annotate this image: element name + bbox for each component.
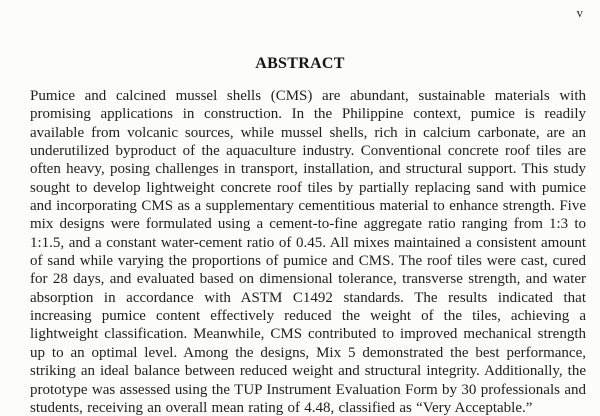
abstract-paragraph: Pumice and calcined mussel shells (CMS) are abundant, sustainable materials with promising applications in construction. In the Philippine context, pumice is readily available from volcanic sources, while mussel shells, rich in calcium carbonate, are an underutilized byproduct of the aquaculture industry. Conventional concrete roof tiles are often heavy, posing challenges in transport, installation, and structural support. This study sought to develop lightweight concrete roof tiles by partially replacing sand with pumice and incorporating CMS as a supplementary cementitious material to enhance strength. Five mix designs were formulated using a cement-to-fine aggregate ratio ranging from 1:3 to 1:1.5, and a constant water-cement ratio of 0.45. All mixes maintained a consistent amount of sand while varying the proportions of pumice and CMS. The roof tiles were cast, cured for 28 days, and evaluated based on dimensional tolerance, transverse strength, and water absorption in accordance with ASTM C1492 standards. The results indicated that increasing pumice content effectively reduced the weight of the tiles, achieving a lightweight classification. Meanwhile, CMS contributed to improved mechanical strength up to an optimal level. Among the designs, Mix 5 demonstrated the best performance, striking an ideal balance between reduced weight and structural integrity. Additionally, the prototype was assessed using the TUP Instrument Evaluation Form by 30 professionals and students, receiving an overall mean rating of 4.48, classified as “Very Acceptable.”	[30, 88, 586, 416]
abstract-heading: ABSTRACT	[255, 55, 345, 72]
page-number: v	[576, 5, 583, 20]
